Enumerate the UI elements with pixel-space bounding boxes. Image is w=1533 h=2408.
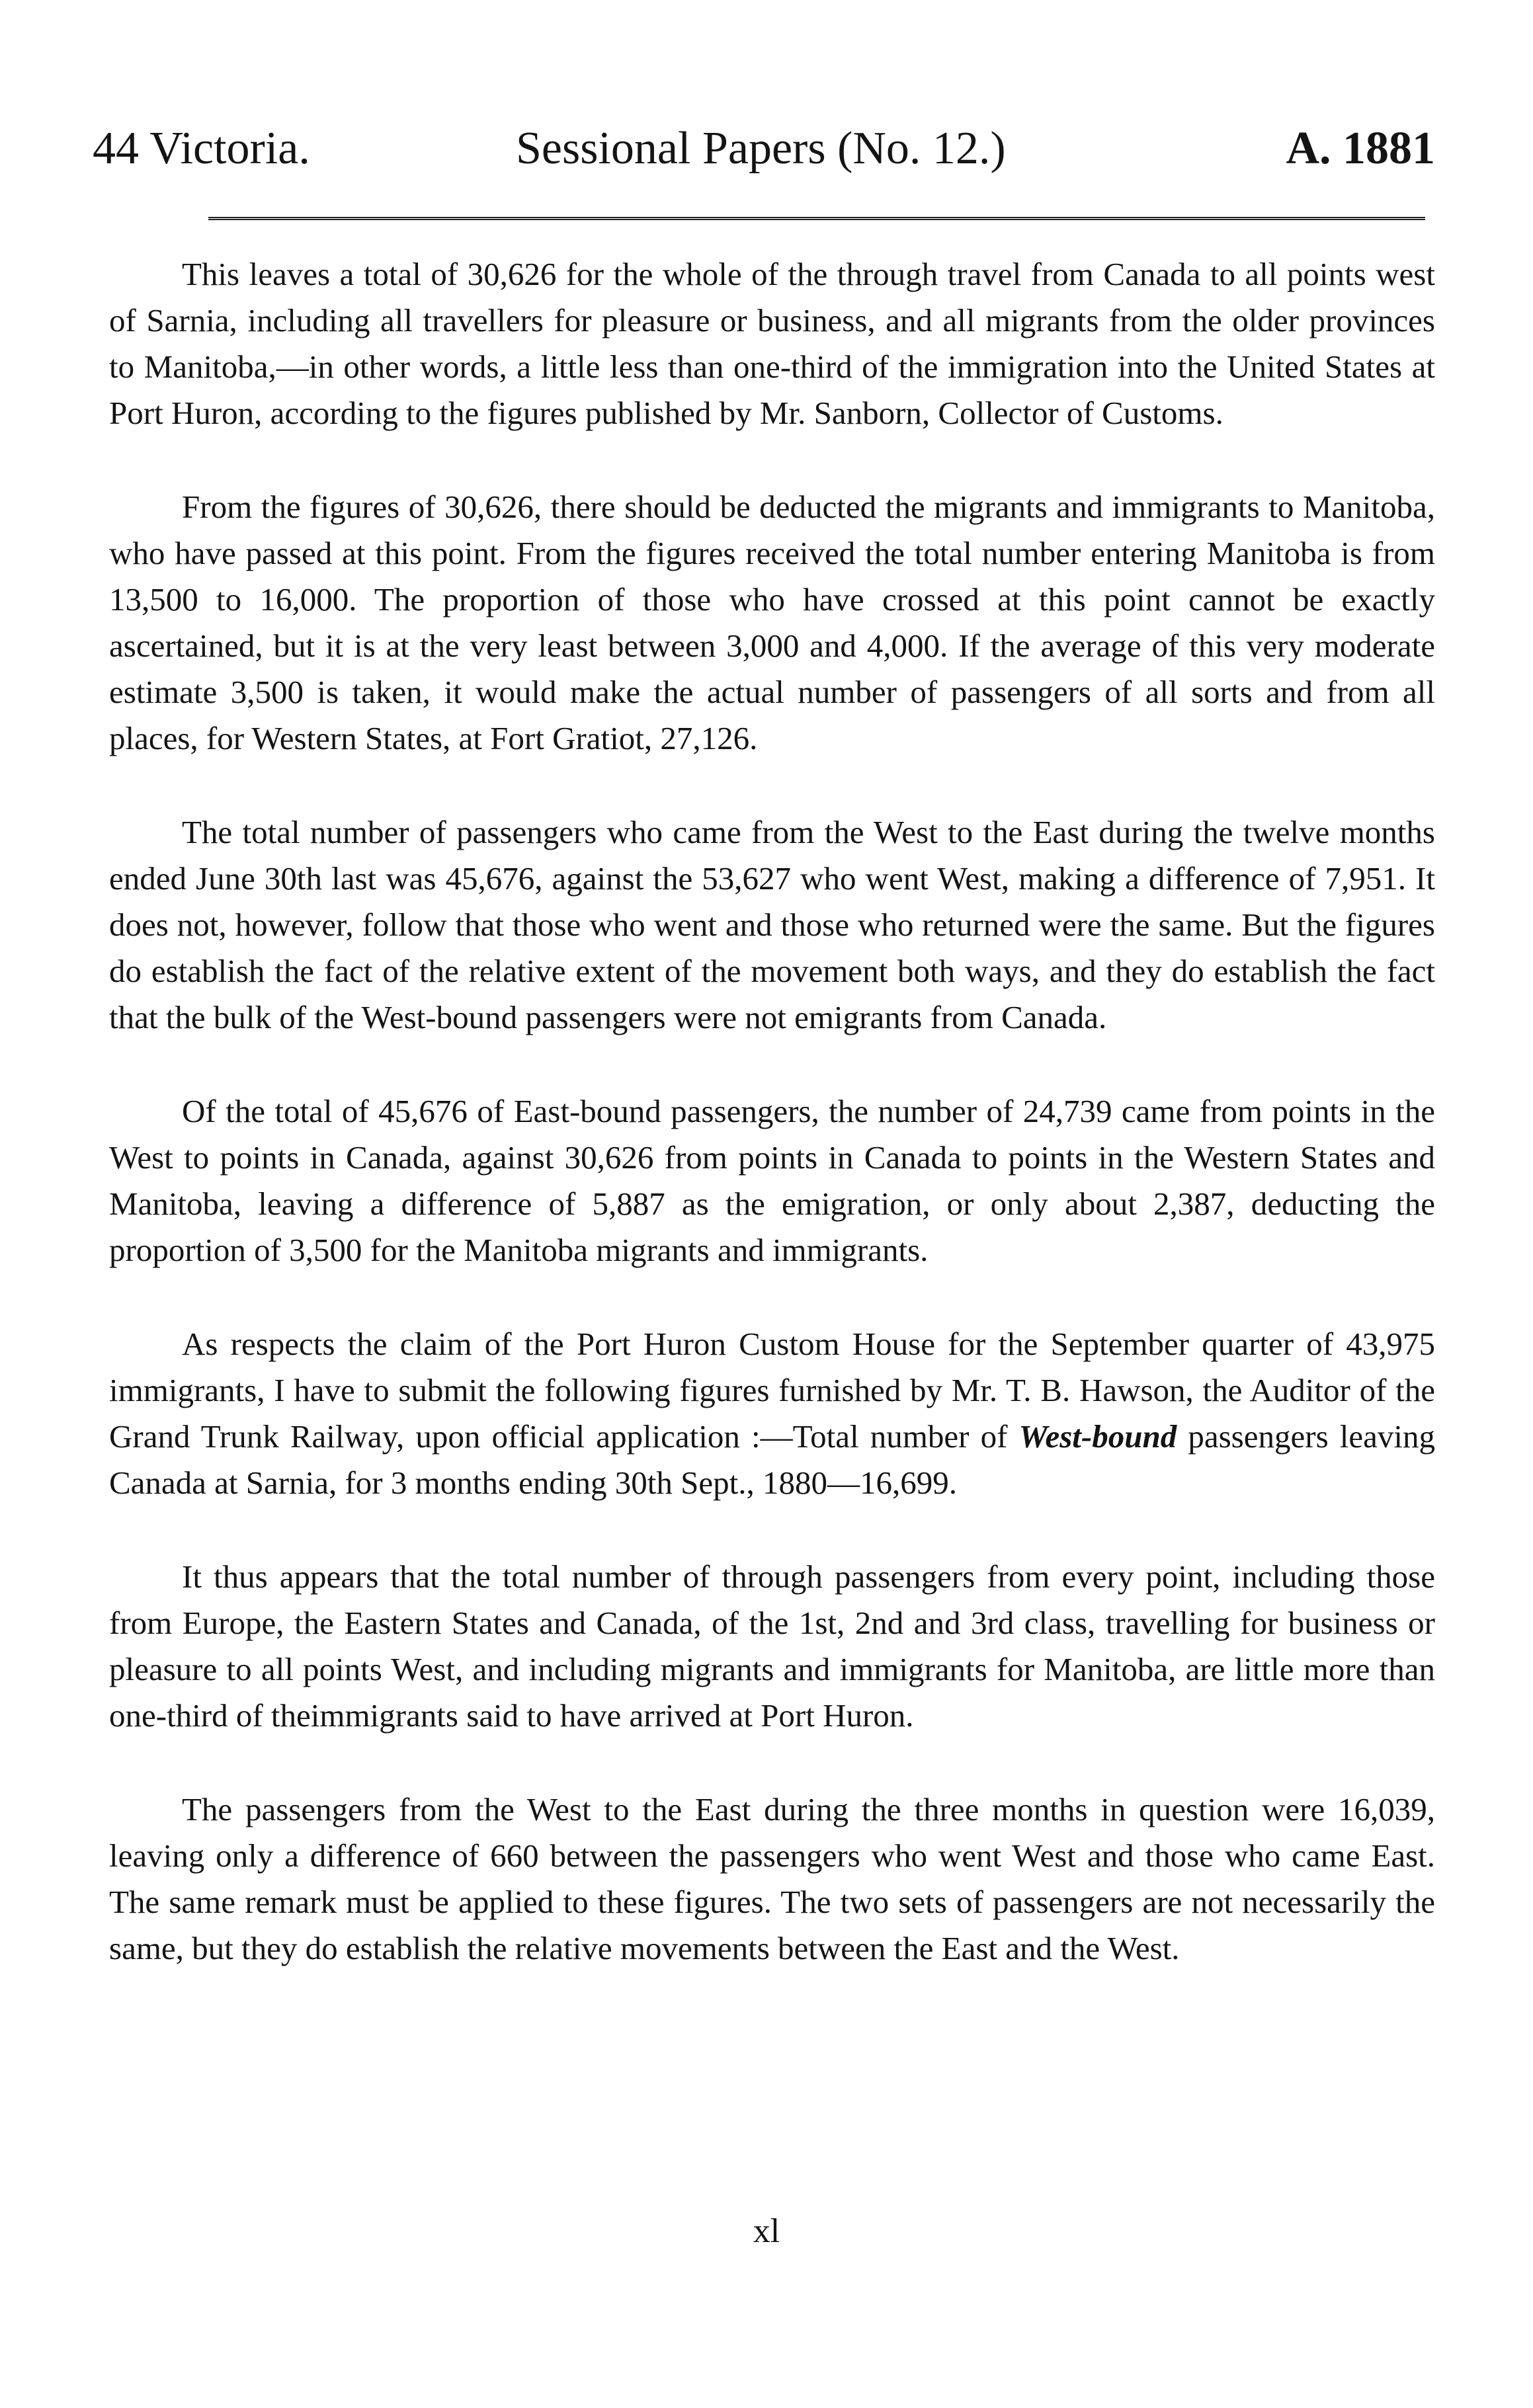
header-session: 44 Victoria. [93,123,310,174]
header-year: A. 1881 [1286,123,1435,174]
paragraph-5 [109,1321,1435,1506]
paragraph-1: This leaves a total of 30,626 for the whole of the through travel from Canada to all points west of Sarnia, including all travellers for pleasure or business, and all migrants from the older provinces to Manitoba,—in other words, a little less than one-third of the immigration into the United States at Port Huron, according to the figures published by Mr. Sanborn, Collector of Customs. [109,256,1435,431]
paragraph-5-emphasis: West-bound [1018,1418,1177,1455]
paragraph-7: The passengers from the West to the East during the three months in question were 16,039, leaving only a difference of 660 between the passengers who went West and those who came East. The same remark must be applied to these figures. The two sets of passengers are not necessarily the same, but they do establish the relative movements between the East and the West. [109,1791,1435,1966]
paragraph-5-text-a: As respects the claim of the Port Huron Custom House for the September quarter of 43,975 immigrants, I have to submit the following figures furnished by Mr. T. B. Hawson, the Auditor of the Grand Trunk Railway, upon official application :—Total number of [109,1326,1435,1455]
page-number: xl [753,2212,780,2250]
running-header [93,116,1435,182]
body-text [109,251,1435,1972]
paragraph-4: Of the total of 45,676 of East-bound passengers, the number of 24,739 came from points in the West to points in Canada, against 30,626 from points in Canada to points in the Western States and Manitoba, leaving a difference of 5,887 as the emigration, or only about 2,387, deducting the proportion of 3,500 for the Manitoba migrants and immigrants. [109,1093,1435,1268]
header-title: Sessional Papers (No. 12.) [516,123,1006,174]
paragraph-3: The total number of passengers who came from the West to the East during the twelve months ended June 30th last was 45,676, against the 53,627 who went West, making a difference of 7,951. It does not, however, follow that those who went and those who returned were the same. But the figures do establish the fact of the relative extent of the movement both ways, and they do establish the fact that the bulk of the West-bound passengers were not emigrants from Canada. [109,814,1435,1035]
paragraph-5-text-b: passengers leaving Canada at Sarnia, for 3 months ending 30th Sept., 1880—16,699. [109,1418,1435,1501]
paragraph-6: It thus appears that the total number of through passengers from every point, including those from Europe, the Eastern States and Canada, of the 1st, 2nd and 3rd class, travelling for business or pleasure to all points West, and including migrants and immigrants for Manitoba, are little more than one-third of theimmigrants said to have arrived at Port Huron. [109,1558,1435,1734]
paragraph-2: From the figures of 30,626, there should be deducted the migrants and immigrants to Manitoba, who have passed at this point. From the figures received the total number entering Manitoba is from 13,500 to 16,000. The proportion of those who have crossed at this point cannot be exactly ascertained, but it is at the very least between 3,000 and 4,000. If the average of this very moderate estimate 3,500 is taken, it would make the actual number of passengers of all sorts and from all places, for Western States, at Fort Gratiot, 27,126. [109,489,1435,756]
header-rule [208,217,1425,220]
